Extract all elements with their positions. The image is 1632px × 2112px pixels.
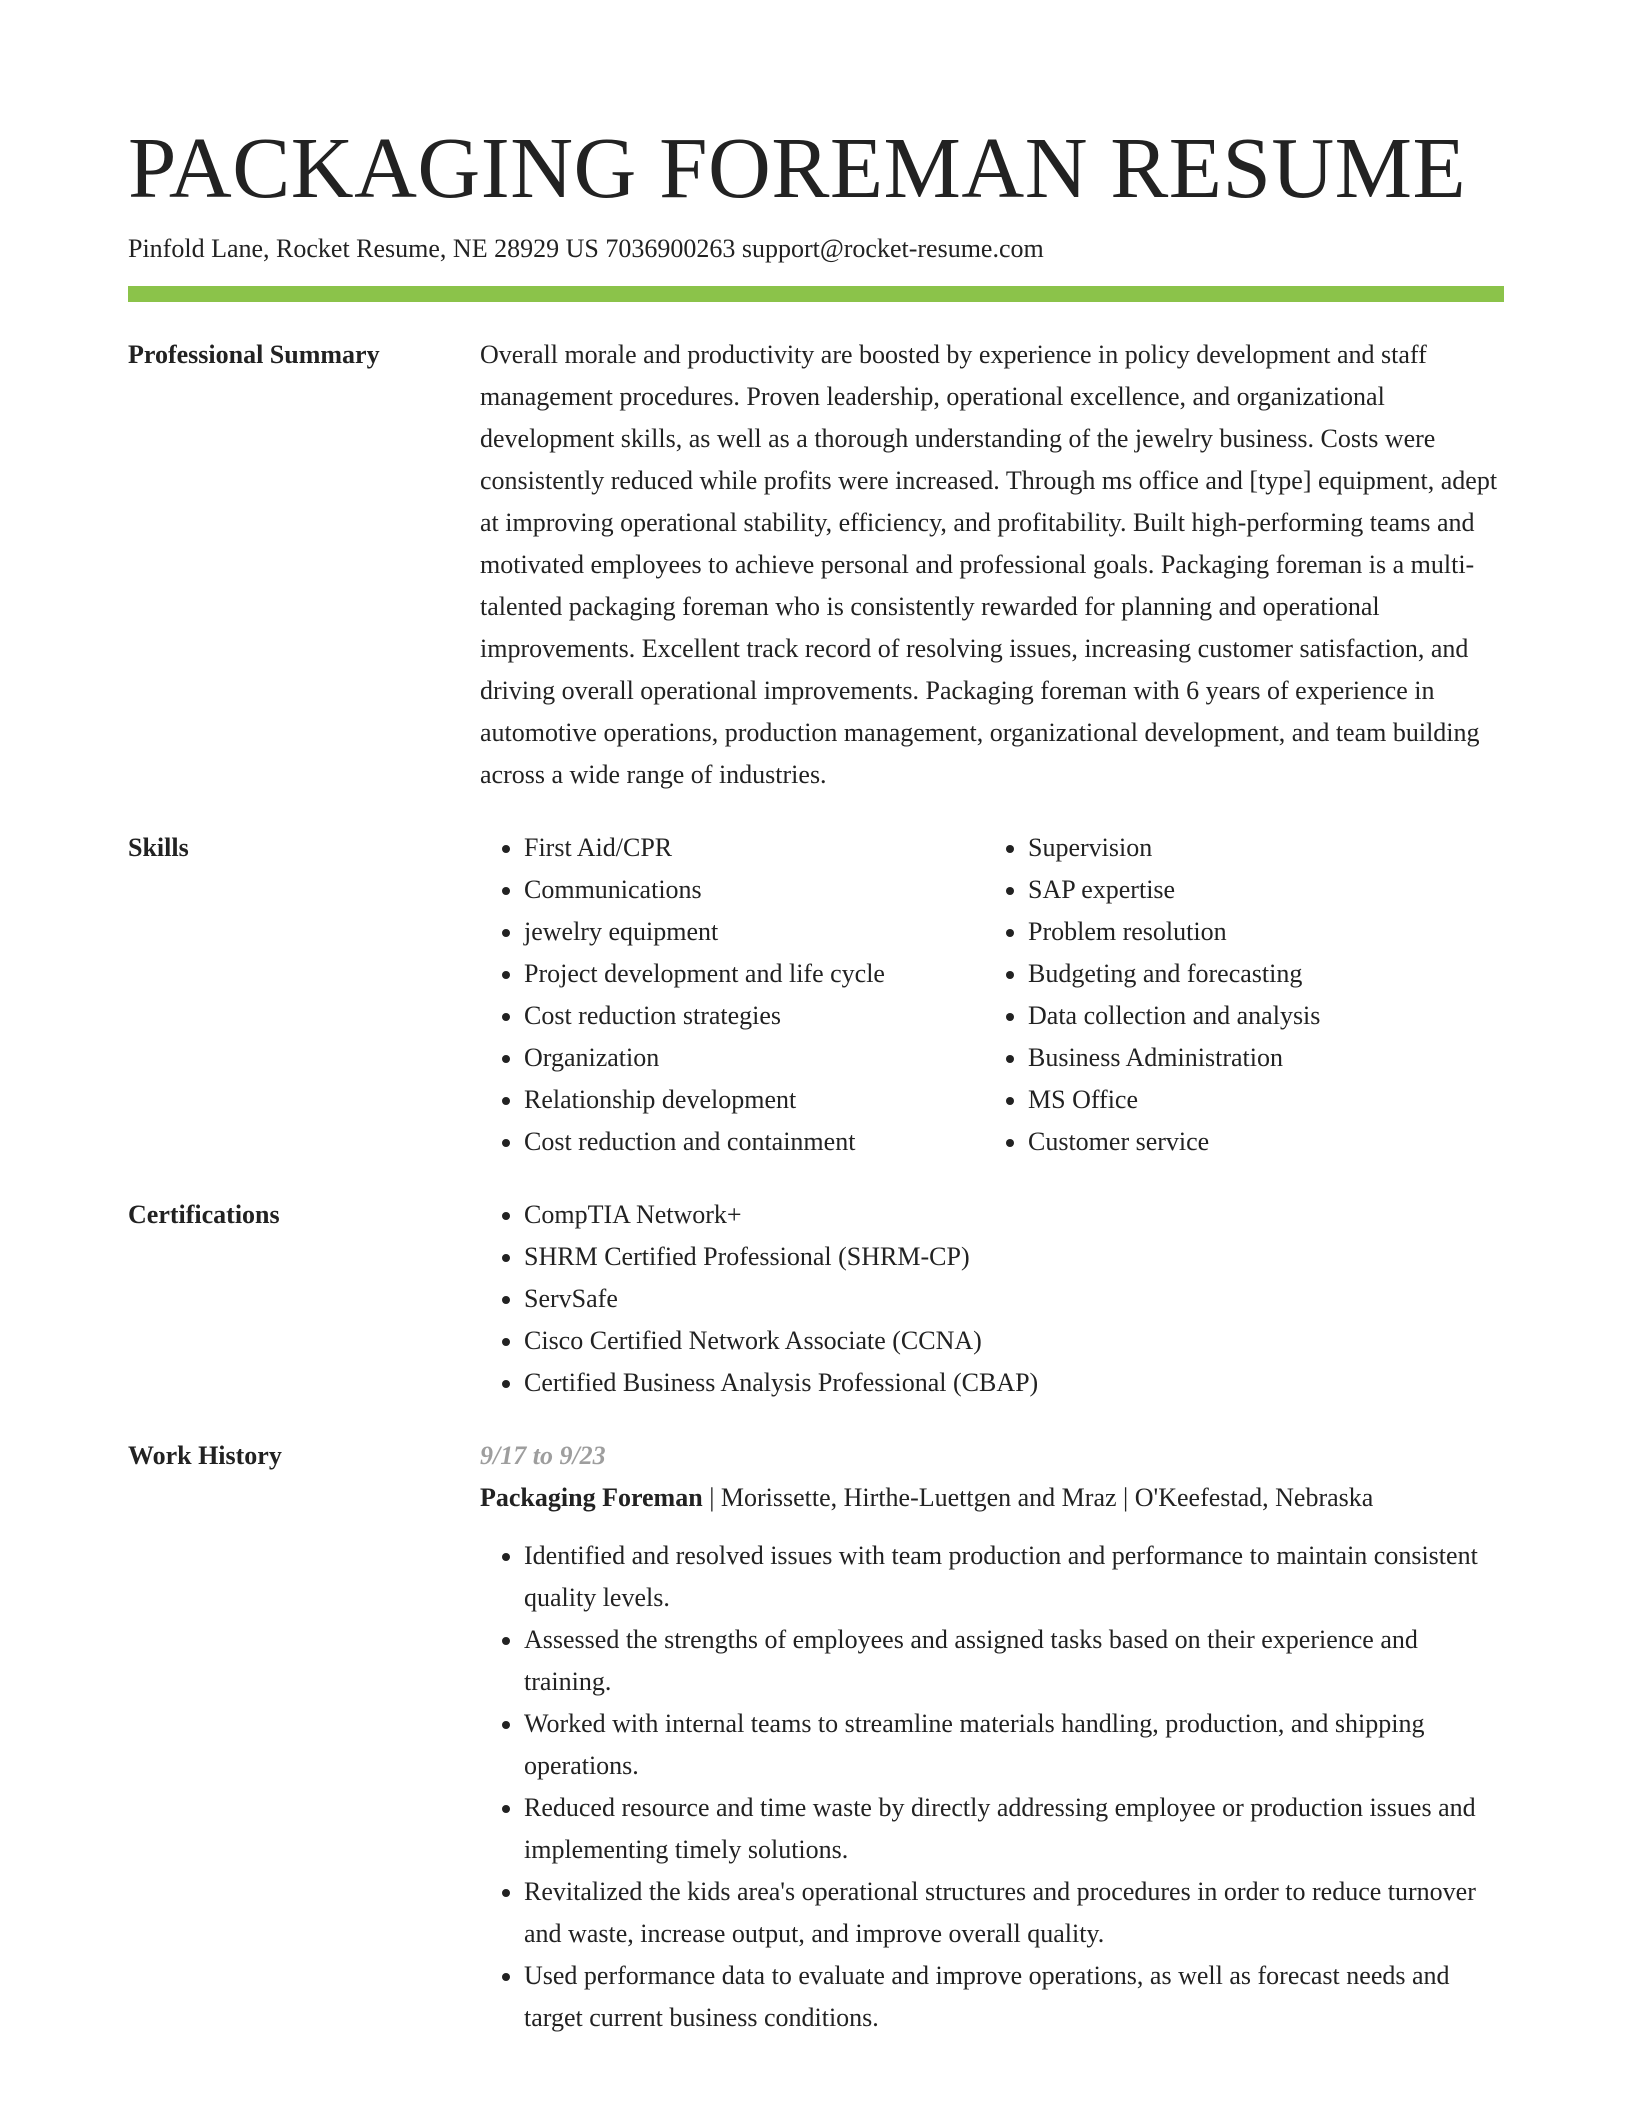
certifications-label: Certifications: [128, 1200, 280, 1229]
job-dates: 9/17 to 9/23: [480, 1441, 606, 1470]
summary-label: Professional Summary: [128, 340, 380, 369]
skills-list-left: [480, 827, 984, 1163]
skills-column-left: [480, 827, 984, 1163]
skills-columns: [480, 827, 1504, 1163]
skills-list-right: [984, 827, 1488, 1163]
list-item: • SHRM Certified Professional (SHRM-CP): [524, 1236, 1504, 1278]
header-divider: [128, 286, 1504, 302]
list-item: • Worked with internal teams to streamline materials handling, production, and shipping operations.: [524, 1703, 1504, 1787]
resume-title: PACKAGING FOREMAN RESUME: [128, 119, 1467, 216]
list-item: • Certified Business Analysis Professional (CBAP): [524, 1362, 1504, 1404]
work-history-body: [480, 1435, 1504, 2039]
skills-column-right: [984, 827, 1488, 1163]
summary-body: [480, 334, 1504, 796]
list-item: • ServSafe: [524, 1278, 1504, 1320]
job-title-line: [480, 1477, 1504, 1519]
list-item: • jewelry equipment: [524, 911, 984, 953]
list-item: • Budgeting and forecasting: [1028, 953, 1488, 995]
list-item: • Organization: [524, 1037, 984, 1079]
contact-info: Pinfold Lane, Rocket Resume, NE 28929 US 7036900263 support@rocket-resume.com: [128, 234, 1044, 263]
job-role: Packaging Foreman: [480, 1483, 703, 1512]
list-item: • Customer service: [1028, 1121, 1488, 1163]
list-item: • SAP expertise: [1028, 869, 1488, 911]
summary-text: Overall morale and productivity are boosted by experience in policy development and staff management procedures. Proven leadership, operational excellence, and organizational development skills, as well as a thorough understanding of the jewelry business. Costs were consistently reduced while profits were increased. Through ms office and [type] equipment, adept at improving operational stability, efficiency, and profitability. Built high-performing teams and motivated employees to achieve personal and professional goals. Packaging foreman is a multi-talented packaging foreman who is consistently rewarded for planning and operational improvements. Excellent track record of resolving issues, increasing customer satisfaction, and driving overall operational improvements. Packaging foreman with 6 years of experience in automotive operations, production management, organizational development, and team building across a wide range of industries.: [480, 340, 1498, 789]
list-item: • Cost reduction and containment: [524, 1121, 984, 1163]
list-item: • Problem resolution: [1028, 911, 1488, 953]
work-history-label: Work History: [128, 1441, 282, 1470]
skills-section: [128, 827, 1504, 1163]
list-item: • CompTIA Network+: [524, 1194, 1504, 1236]
skills-body: [480, 827, 1504, 1163]
list-item: • Supervision: [1028, 827, 1488, 869]
resume-page: [128, 118, 1504, 2039]
list-item: • Assessed the strengths of employees and assigned tasks based on their experience and training.: [524, 1619, 1504, 1703]
list-item: • Data collection and analysis: [1028, 995, 1488, 1037]
list-item: • First Aid/CPR: [524, 827, 984, 869]
list-item: • MS Office: [1028, 1079, 1488, 1121]
skills-label: Skills: [128, 833, 189, 862]
list-item: • Used performance data to evaluate and improve operations, as well as forecast needs and target current business conditions.: [524, 1955, 1504, 2039]
job-employer-location: | Morissette, Hirthe-Luettgen and Mraz | O'Keefestad, Nebraska: [702, 1483, 1374, 1512]
list-item: • Communications: [524, 869, 984, 911]
list-item: • Relationship development: [524, 1079, 984, 1121]
list-item: • Identified and resolved issues with team production and performance to maintain consistent quality levels.: [524, 1535, 1504, 1619]
list-item: • Cost reduction strategies: [524, 995, 984, 1037]
list-item: • Revitalized the kids area's operational structures and procedures in order to reduce turnover and waste, increase output, and improve overall quality.: [524, 1871, 1504, 1955]
job-bullets: [480, 1535, 1504, 2039]
certifications-body: [480, 1194, 1504, 1404]
certifications-section: [128, 1194, 1504, 1404]
list-item: • Cisco Certified Network Associate (CCNA): [524, 1320, 1504, 1362]
list-item: • Business Administration: [1028, 1037, 1488, 1079]
work-history-section: [128, 1435, 1504, 2039]
list-item: • Reduced resource and time waste by directly addressing employee or production issues and implementing timely solutions.: [524, 1787, 1504, 1871]
summary-section: [128, 334, 1504, 796]
list-item: • Project development and life cycle: [524, 953, 984, 995]
certifications-list: [480, 1194, 1504, 1404]
